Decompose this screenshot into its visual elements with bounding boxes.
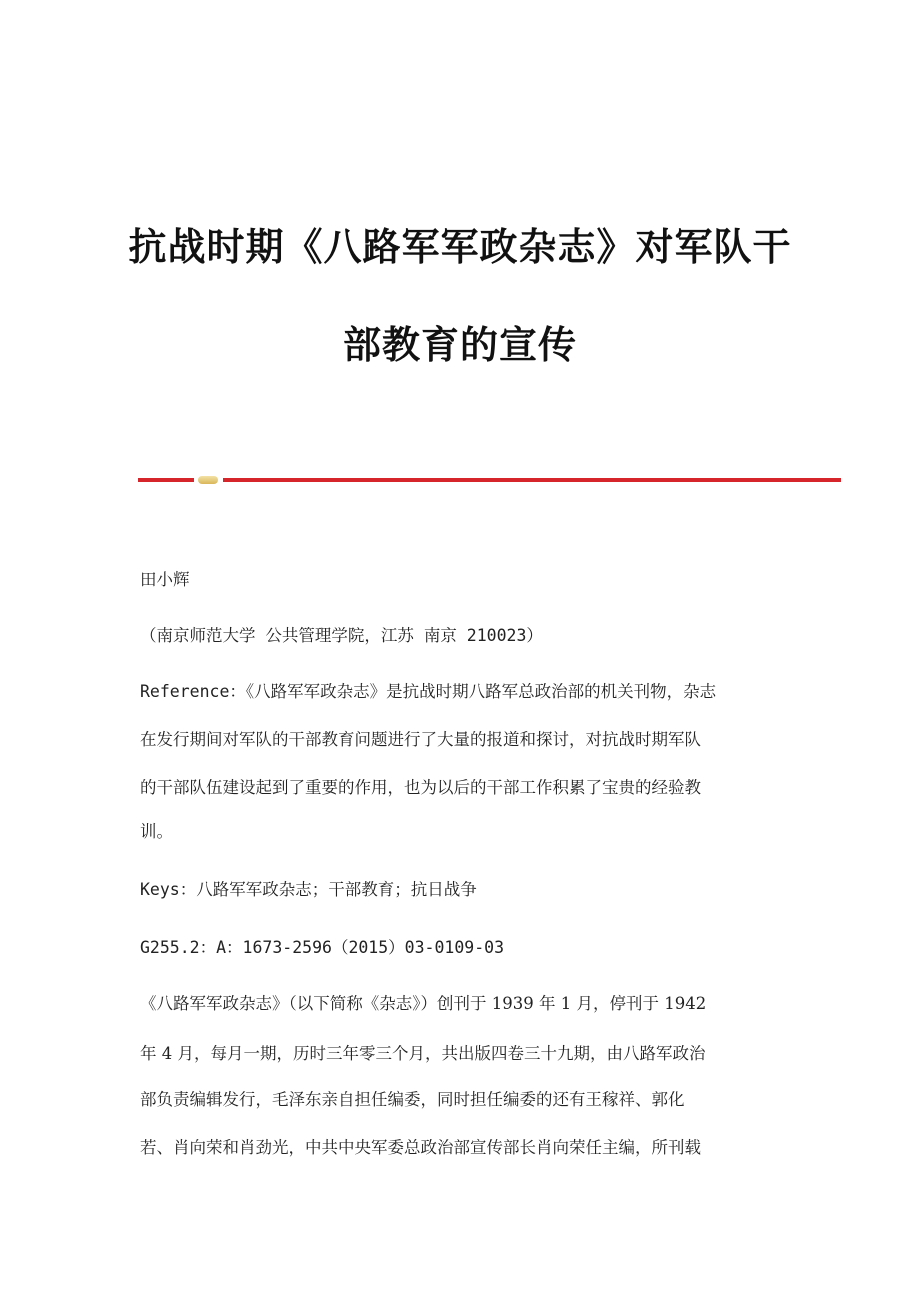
title-divider (138, 478, 841, 482)
classification-number: G255.2：A：1673-2596（2015）03-0109-03 (140, 938, 505, 957)
abstract-line-3: 的干部队伍建设起到了重要的作用，也为以后的干部工作积累了宝贵的经验教 (140, 778, 701, 797)
author-affiliation: （南京师范大学 公共管理学院，江苏 南京 210023） (140, 626, 543, 645)
body-line-2: 年 4 月，每月一期，历时三年零三个月，共出版四卷三十九期，由八路军政治 (140, 1044, 706, 1063)
divider-bar-left (138, 478, 194, 482)
author-name: 田小辉 (140, 570, 190, 589)
keywords: Keys：八路军军政杂志；干部教育；抗日战争 (140, 880, 477, 899)
abstract-line-4: 训。 (140, 822, 173, 841)
abstract-line-2: 在发行期间对军队的干部教育问题进行了大量的报道和探讨，对抗战时期军队 (140, 730, 701, 749)
title-line-2: 部教育的宣传 (342, 322, 577, 367)
divider-ornament-icon (198, 476, 218, 484)
body-line-1: 《八路军军政杂志》（以下简称《杂志》）创刊于 1939 年 1 月，停刊于 1942 (140, 994, 707, 1013)
divider-bar-right (223, 478, 841, 482)
body-line-4: 若、肖向荣和肖劲光，中共中央军委总政治部宣传部长肖向荣任主编，所刊载 (140, 1138, 701, 1157)
title-line-1: 抗战时期《八路军军政杂志》对军队干 (128, 224, 792, 269)
body-line-3: 部负责编辑发行，毛泽东亲自担任编委，同时担任编委的还有王稼祥、郭化 (140, 1090, 685, 1109)
abstract-line-1: Reference：《八路军军政杂志》是抗战时期八路军总政治部的机关刊物，杂志 (140, 682, 717, 701)
